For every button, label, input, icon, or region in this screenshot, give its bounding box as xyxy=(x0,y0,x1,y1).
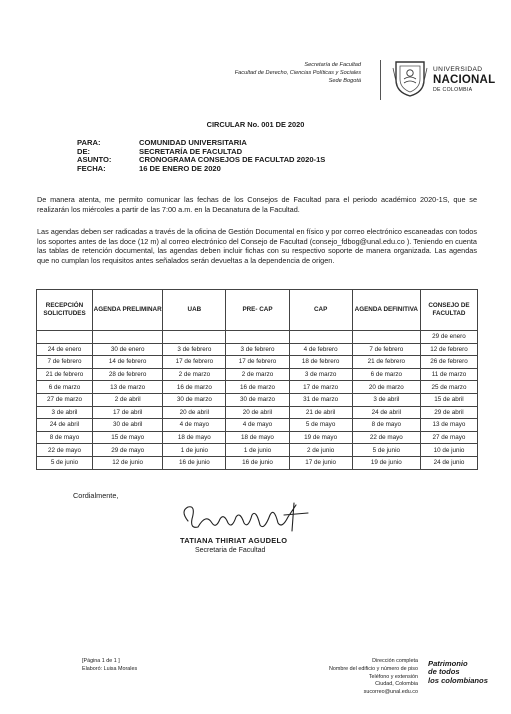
table-cell: 1 de junio xyxy=(226,444,289,457)
table-cell: 29 de abril xyxy=(420,406,477,419)
contact-line: Dirección completa xyxy=(372,658,418,664)
tagline-line: Patrimonio xyxy=(428,659,468,668)
table-cell: 26 de febrero xyxy=(420,356,477,369)
table-cell: 1 de junio xyxy=(163,444,226,457)
table-cell: 27 de marzo xyxy=(37,393,93,406)
para-label: PARA: xyxy=(77,138,101,147)
table-cell: 17 de abril xyxy=(93,406,163,419)
office-line: Sede Bogotá xyxy=(328,77,361,84)
signer-name: TATIANA THIRIAT AGUDELO xyxy=(180,536,288,545)
contact-line: Ciudad, Colombia xyxy=(375,681,418,688)
table-cell: 28 de febrero xyxy=(93,368,163,381)
contact-line: Nombre del edificio y número de piso xyxy=(329,665,418,672)
table-cell: 27 de mayo xyxy=(420,431,477,444)
table-header-cell: CAP xyxy=(289,290,352,331)
table-row xyxy=(37,456,478,469)
body-paragraph-1: De manera atenta, me permito comunicar las fechas de los Consejos de Facultad para el periodo académico 2020-1S, que se realizarán los miércoles a partir de las 7:00 a.m. en la Decanatura de la Facultad. xyxy=(37,195,477,214)
contact-email: sucorreo@unal.edu.co xyxy=(363,689,418,696)
table-cell: 3 de abril xyxy=(352,393,420,406)
table-cell: 15 de mayo xyxy=(93,431,163,444)
signer-role: Secretaria de Facultad xyxy=(195,547,266,554)
table-cell: 18 de mayo xyxy=(163,431,226,444)
table-cell: 30 de marzo xyxy=(226,393,289,406)
table-cell: 17 de febrero xyxy=(226,356,289,369)
table-cell: 4 de febrero xyxy=(289,343,352,356)
contact-line: Teléfono y extensión xyxy=(368,673,418,680)
table-row xyxy=(37,406,478,419)
elaborated-by: Elaboró: Luisa Morales xyxy=(82,665,138,672)
table-cell: 13 de marzo xyxy=(93,381,163,394)
table-cell: 25 de marzo xyxy=(420,381,477,394)
table-cell: 19 de mayo xyxy=(289,431,352,444)
schedule-table xyxy=(36,289,478,470)
closing-regards: Cordialmente, xyxy=(73,491,119,500)
table-cell: 12 de febrero xyxy=(420,343,477,356)
table-cell: 20 de marzo xyxy=(352,381,420,394)
table-cell: 16 de marzo xyxy=(163,381,226,394)
table-header-cell: AGENDA DEFINITIVA xyxy=(352,290,420,331)
table-row xyxy=(37,331,478,344)
university-word: UNIVERSIDAD xyxy=(433,66,483,73)
table-cell xyxy=(226,331,289,344)
table-cell: 29 de mayo xyxy=(93,444,163,457)
table-cell: 2 de marzo xyxy=(163,368,226,381)
table-cell: 7 de febrero xyxy=(37,356,93,369)
table-row xyxy=(37,356,478,369)
table-cell: 5 de junio xyxy=(352,444,420,457)
table-cell: 20 de abril xyxy=(226,406,289,419)
table-cell: 30 de abril xyxy=(93,419,163,432)
circular-meta xyxy=(77,139,325,173)
table-cell: 31 de marzo xyxy=(289,393,352,406)
table-cell: 17 de febrero xyxy=(163,356,226,369)
table-cell: 18 de mayo xyxy=(226,431,289,444)
table-cell: 3 de abril xyxy=(37,406,93,419)
table-cell xyxy=(37,331,93,344)
de-value: SECRETARÍA DE FACULTAD xyxy=(139,146,243,156)
table-cell: 4 de mayo xyxy=(163,419,226,432)
table-cell: 30 de marzo xyxy=(163,393,226,406)
asunto-label: ASUNTO: xyxy=(77,155,112,165)
table-cell: 3 de febrero xyxy=(226,343,289,356)
para-value: COMUNIDAD UNIVERSITARIA xyxy=(139,138,247,147)
table-row xyxy=(37,431,478,444)
table-cell: 17 de marzo xyxy=(289,381,352,394)
table-cell: 8 de mayo xyxy=(352,419,420,432)
table-cell: 22 de mayo xyxy=(37,444,93,457)
tagline-line: de todos xyxy=(428,667,460,677)
table-cell: 24 de enero xyxy=(37,343,93,356)
table-header-cell: PRE- CAP xyxy=(226,290,289,331)
table-cell: 12 de junio xyxy=(93,456,163,469)
table-row xyxy=(37,419,478,432)
table-cell: 4 de mayo xyxy=(226,419,289,432)
nacional-word: NACIONAL xyxy=(433,74,496,86)
table-cell: 2 de abril xyxy=(93,393,163,406)
table-cell: 6 de marzo xyxy=(352,368,420,381)
table-cell: 21 de febrero xyxy=(37,368,93,381)
office-line: Secretaría de Facultad xyxy=(304,62,361,68)
table-cell: 29 de enero xyxy=(420,331,477,344)
table-cell: 16 de marzo xyxy=(226,381,289,394)
table-header-cell: UAB xyxy=(163,290,226,331)
page-indicator: [Página 1 de 1 ] xyxy=(82,658,120,664)
table-row xyxy=(37,368,478,381)
office-line: Facultad de Derecho, Ciencias Políticas y Sociales xyxy=(234,69,361,76)
table-header-cell: CONSEJO DE FACULTAD xyxy=(420,290,477,331)
table-cell: 16 de junio xyxy=(163,456,226,469)
table-cell: 5 de mayo xyxy=(289,419,352,432)
table-cell: 18 de febrero xyxy=(289,356,352,369)
table-cell: 10 de junio xyxy=(420,444,477,457)
de-colombia-word: DE COLOMBIA xyxy=(433,87,473,93)
handwritten-signature-icon xyxy=(176,499,326,541)
body-paragraph-2: Las agendas deben ser radicadas a través de la oficina de Gestión Documental en físico y por correo electrónico escaneadas con todos los soportes antes de las doce (12 m) al correo electrónico del Consejo de Facultad (consejo_fdbog@unal.edu.co ). Teniendo en cuenta las tablas de retención documental, las agendas deben incluir fichas con su respectivo soporte de manera organizada. Las agendas que no cumplan los requisitos antes señalados serán devueltas a la dependencia de origen. xyxy=(37,227,477,265)
table-row xyxy=(37,444,478,457)
footer-left xyxy=(82,658,137,673)
table-cell: 3 de febrero xyxy=(163,343,226,356)
table-cell: 20 de abril xyxy=(163,406,226,419)
tagline-line: los colombianos xyxy=(428,675,488,685)
table-cell: 30 de enero xyxy=(93,343,163,356)
table-row xyxy=(37,343,478,356)
table-cell xyxy=(163,331,226,344)
university-logo-text xyxy=(433,66,495,93)
table-cell: 2 de junio xyxy=(289,444,352,457)
table-cell: 24 de junio xyxy=(420,456,477,469)
table-header-cell: RECEPCIÓN SOLICITUDES xyxy=(37,290,93,331)
circular-title: CIRCULAR No. 001 DE 2020 xyxy=(206,120,305,129)
table-cell: 16 de junio xyxy=(226,456,289,469)
table-cell: 2 de marzo xyxy=(226,368,289,381)
table-cell: 7 de febrero xyxy=(352,343,420,356)
table-cell: 24 de abril xyxy=(352,406,420,419)
header-divider xyxy=(380,60,381,100)
table-cell xyxy=(352,331,420,344)
table-cell: 15 de abril xyxy=(420,393,477,406)
de-label: DE: xyxy=(77,146,91,156)
table-cell: 6 de marzo xyxy=(37,381,93,394)
table-header-row xyxy=(37,290,478,331)
asunto-value: CRONOGRAMA CONSEJOS DE FACULTAD 2020-1S xyxy=(139,155,326,165)
table-row xyxy=(37,393,478,406)
table-cell: 17 de junio xyxy=(289,456,352,469)
table-cell xyxy=(289,331,352,344)
table-cell xyxy=(93,331,163,344)
table-cell: 8 de mayo xyxy=(37,431,93,444)
table-cell: 13 de mayo xyxy=(420,419,477,432)
fecha-label: FECHA: xyxy=(77,163,106,173)
university-shield-icon xyxy=(392,58,428,98)
footer-contact xyxy=(218,658,418,697)
table-cell: 11 de marzo xyxy=(420,368,477,381)
table-cell: 24 de abril xyxy=(37,419,93,432)
table-cell: 14 de febrero xyxy=(93,356,163,369)
table-header-cell: AGENDA PRELIMINAR xyxy=(93,290,163,331)
table-cell: 3 de marzo xyxy=(289,368,352,381)
table-cell: 19 de junio xyxy=(352,456,420,469)
table-row xyxy=(37,381,478,394)
table-cell: 22 de mayo xyxy=(352,431,420,444)
table-cell: 5 de junio xyxy=(37,456,93,469)
footer-tagline xyxy=(428,660,488,685)
office-address-block xyxy=(161,62,361,85)
meta-row-fecha xyxy=(77,165,325,174)
fecha-value: 16 DE ENERO DE 2020 xyxy=(139,163,221,173)
table-cell: 21 de febrero xyxy=(352,356,420,369)
table-cell: 21 de abril xyxy=(289,406,352,419)
